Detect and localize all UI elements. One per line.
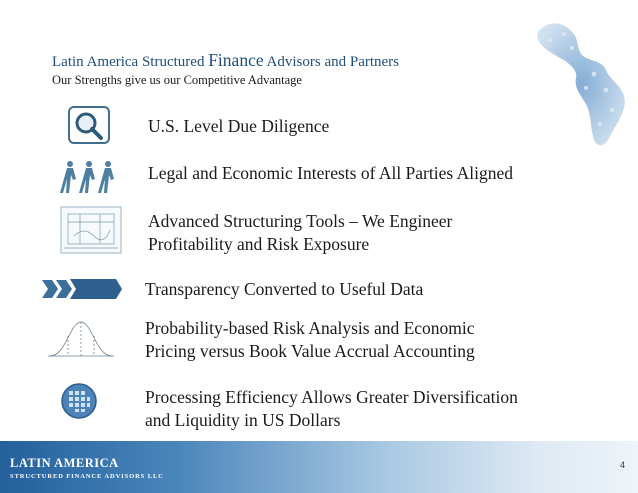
strength-item: Processing Efficiency Allows Greater Diversification and Liquidity in US Dollars	[145, 387, 518, 430]
americas-map-icon	[520, 0, 638, 150]
people-walking-icon	[60, 160, 118, 194]
strength-item: Legal and Economic Interests of All Parties Aligned	[148, 163, 513, 183]
magnifier-icon	[68, 106, 110, 144]
footer-company-subtitle: STRUCTURED FINANCE ADVISORS LLC	[10, 473, 164, 480]
globe-grid-icon	[60, 382, 98, 420]
strength-item: U.S. Level Due Diligence	[148, 116, 330, 136]
arrows-icon	[40, 276, 124, 302]
strength-item: Probability-based Risk Analysis and Economic Pricing versus Book Value Accrual Accounting	[145, 318, 475, 361]
footer-company-name: LATIN AMERICA	[10, 456, 119, 470]
page-number: 4	[620, 460, 626, 470]
strength-item: Transparency Converted to Useful Data	[145, 279, 424, 299]
strength-item: Advanced Structuring Tools – We Engineer Profitability and Risk Exposure	[148, 211, 453, 254]
slide-subtitle: Our Strengths give us our Competitive Advantage	[52, 73, 302, 87]
slide-title: Latin America Structured Finance Advisors and Partners	[52, 50, 400, 70]
blueprint-icon	[60, 206, 122, 254]
bell-curve-icon	[44, 316, 118, 364]
